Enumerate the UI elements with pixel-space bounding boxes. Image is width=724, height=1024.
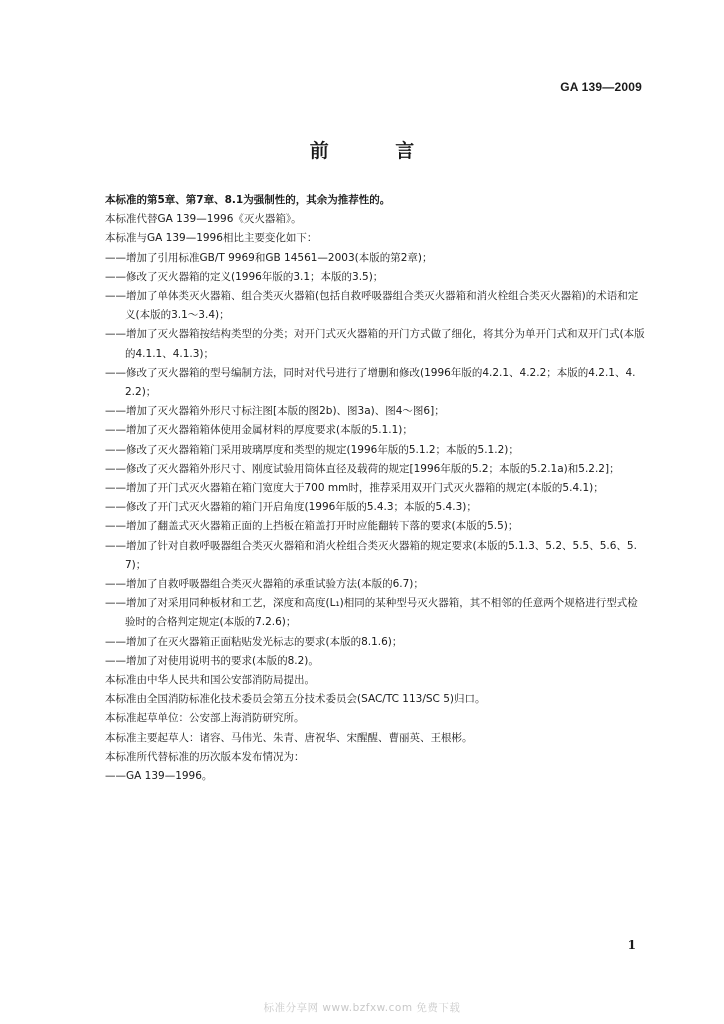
change-item: ——增加了对使用说明书的要求(本版的8.2)。 — [105, 654, 319, 667]
change-item: ——增加了灭火器箱外形尺寸标注图[本版的图2b)、图3a)、图4～图6]； — [105, 405, 445, 418]
change-item: ——修改了灭火器箱外形尺寸、刚度试验用筒体直径及载荷的规定[1996年版的5.2；本版的5.2.1a)和5.2.2]； — [105, 462, 620, 475]
change-item: ——增加了灭火器箱按结构类型的分类；对开门式灭火器箱的开门方式做了细化，将其分为单开门式和双开门式(本版的4.1.1、4.1.3)； — [105, 328, 645, 360]
change-item: ——增加了对采用同种板材和工艺，深度和高度(L₁)相同的某种型号灭火器箱，其不相邻的任意两个规格进行型式检验时的合格判定规定(本版的7.2.6)； — [105, 597, 638, 629]
page-number: 1 — [627, 938, 636, 952]
paragraph-mandatory-clauses: 本标准的第5章、第7章、8.1为强制性的，其余为推荐性的。 — [105, 194, 391, 206]
changes-list — [105, 249, 645, 671]
change-item: ——增加了单体类灭火器箱、组合类灭火器箱(包括自救呼吸器组合类灭火器箱和消火栓组合类灭火器箱)的术语和定义(本版的3.1～3.4)； — [105, 290, 639, 322]
change-item: ——修改了灭火器箱的定义(1996年版的3.1；本版的3.5)； — [105, 270, 384, 283]
standard-code: GA 139—2009 — [560, 80, 642, 94]
paragraph-history-intro: 本标准所代替标准的历次版本发布情况为： — [105, 750, 305, 763]
document-body — [105, 191, 645, 786]
page-title: 前 言 — [309, 140, 445, 162]
watermark-text: 标准分享网 www.bzfxw.com 免费下载 — [263, 1002, 461, 1014]
paragraph-drafting-unit: 本标准起草单位：公安部上海消防研究所。 — [105, 712, 305, 725]
paragraph-changes-intro: 本标准与GA 139—1996相比主要变化如下： — [105, 232, 318, 245]
change-item: ——增加了引用标准GB/T 9969和GB 14561—2003(本版的第2章)； — [105, 251, 433, 264]
change-item: ——增加了翻盖式灭火器箱正面的上挡板在箱盖打开时应能翻转下落的要求(本版的5.5)； — [105, 520, 519, 533]
paragraph-technical-committee: 本标准由全国消防标准化技术委员会第五分技术委员会(SAC/TC 113/SC 5)归口。 — [105, 693, 486, 706]
paragraph-drafters: 本标准主要起草人：诸容、马伟光、朱青、唐祝华、宋醒醒、曹丽英、王根彬。 — [105, 731, 473, 744]
change-item: ——修改了灭火器箱箱门采用玻璃厚度和类型的规定(1996年版的5.1.2；本版的5.1.2)； — [105, 443, 519, 456]
change-item: ——增加了针对自救呼吸器组合类灭火器箱和消火栓组合类灭火器箱的规定要求(本版的5.1.3、5.2、5.5、5.6、5.7)； — [105, 539, 637, 571]
paragraph-replaces: 本标准代替GA 139—1996《灭火器箱》。 — [105, 213, 302, 226]
change-item: ——修改了灭火器箱的型号编制方法，同时对代号进行了增删和修改(1996年版的4.2.1、4.2.2；本版的4.2.1、4.2.2)； — [105, 366, 636, 399]
change-item: ——增加了自救呼吸器组合类灭火器箱的承重试验方法(本版的6.7)； — [105, 578, 424, 591]
paragraph-proposed-by: 本标准由中华人民共和国公安部消防局提出。 — [105, 674, 315, 687]
change-item: ——修改了开门式灭火器箱的箱门开启角度(1996年版的5.4.3；本版的5.4.3)； — [105, 501, 477, 514]
change-item: ——增加了开门式灭火器箱在箱门宽度大于700 mm时，推荐采用双开门式灭火器箱的规定(本版的5.4.1)； — [105, 482, 604, 495]
change-item: ——增加了在灭火器箱正面粘贴发光标志的要求(本版的8.1.6)； — [105, 635, 403, 648]
history-item: ——GA 139—1996。 — [105, 770, 213, 783]
change-item: ——增加了灭火器箱箱体使用金属材料的厚度要求(本版的5.1.1)； — [105, 424, 413, 437]
